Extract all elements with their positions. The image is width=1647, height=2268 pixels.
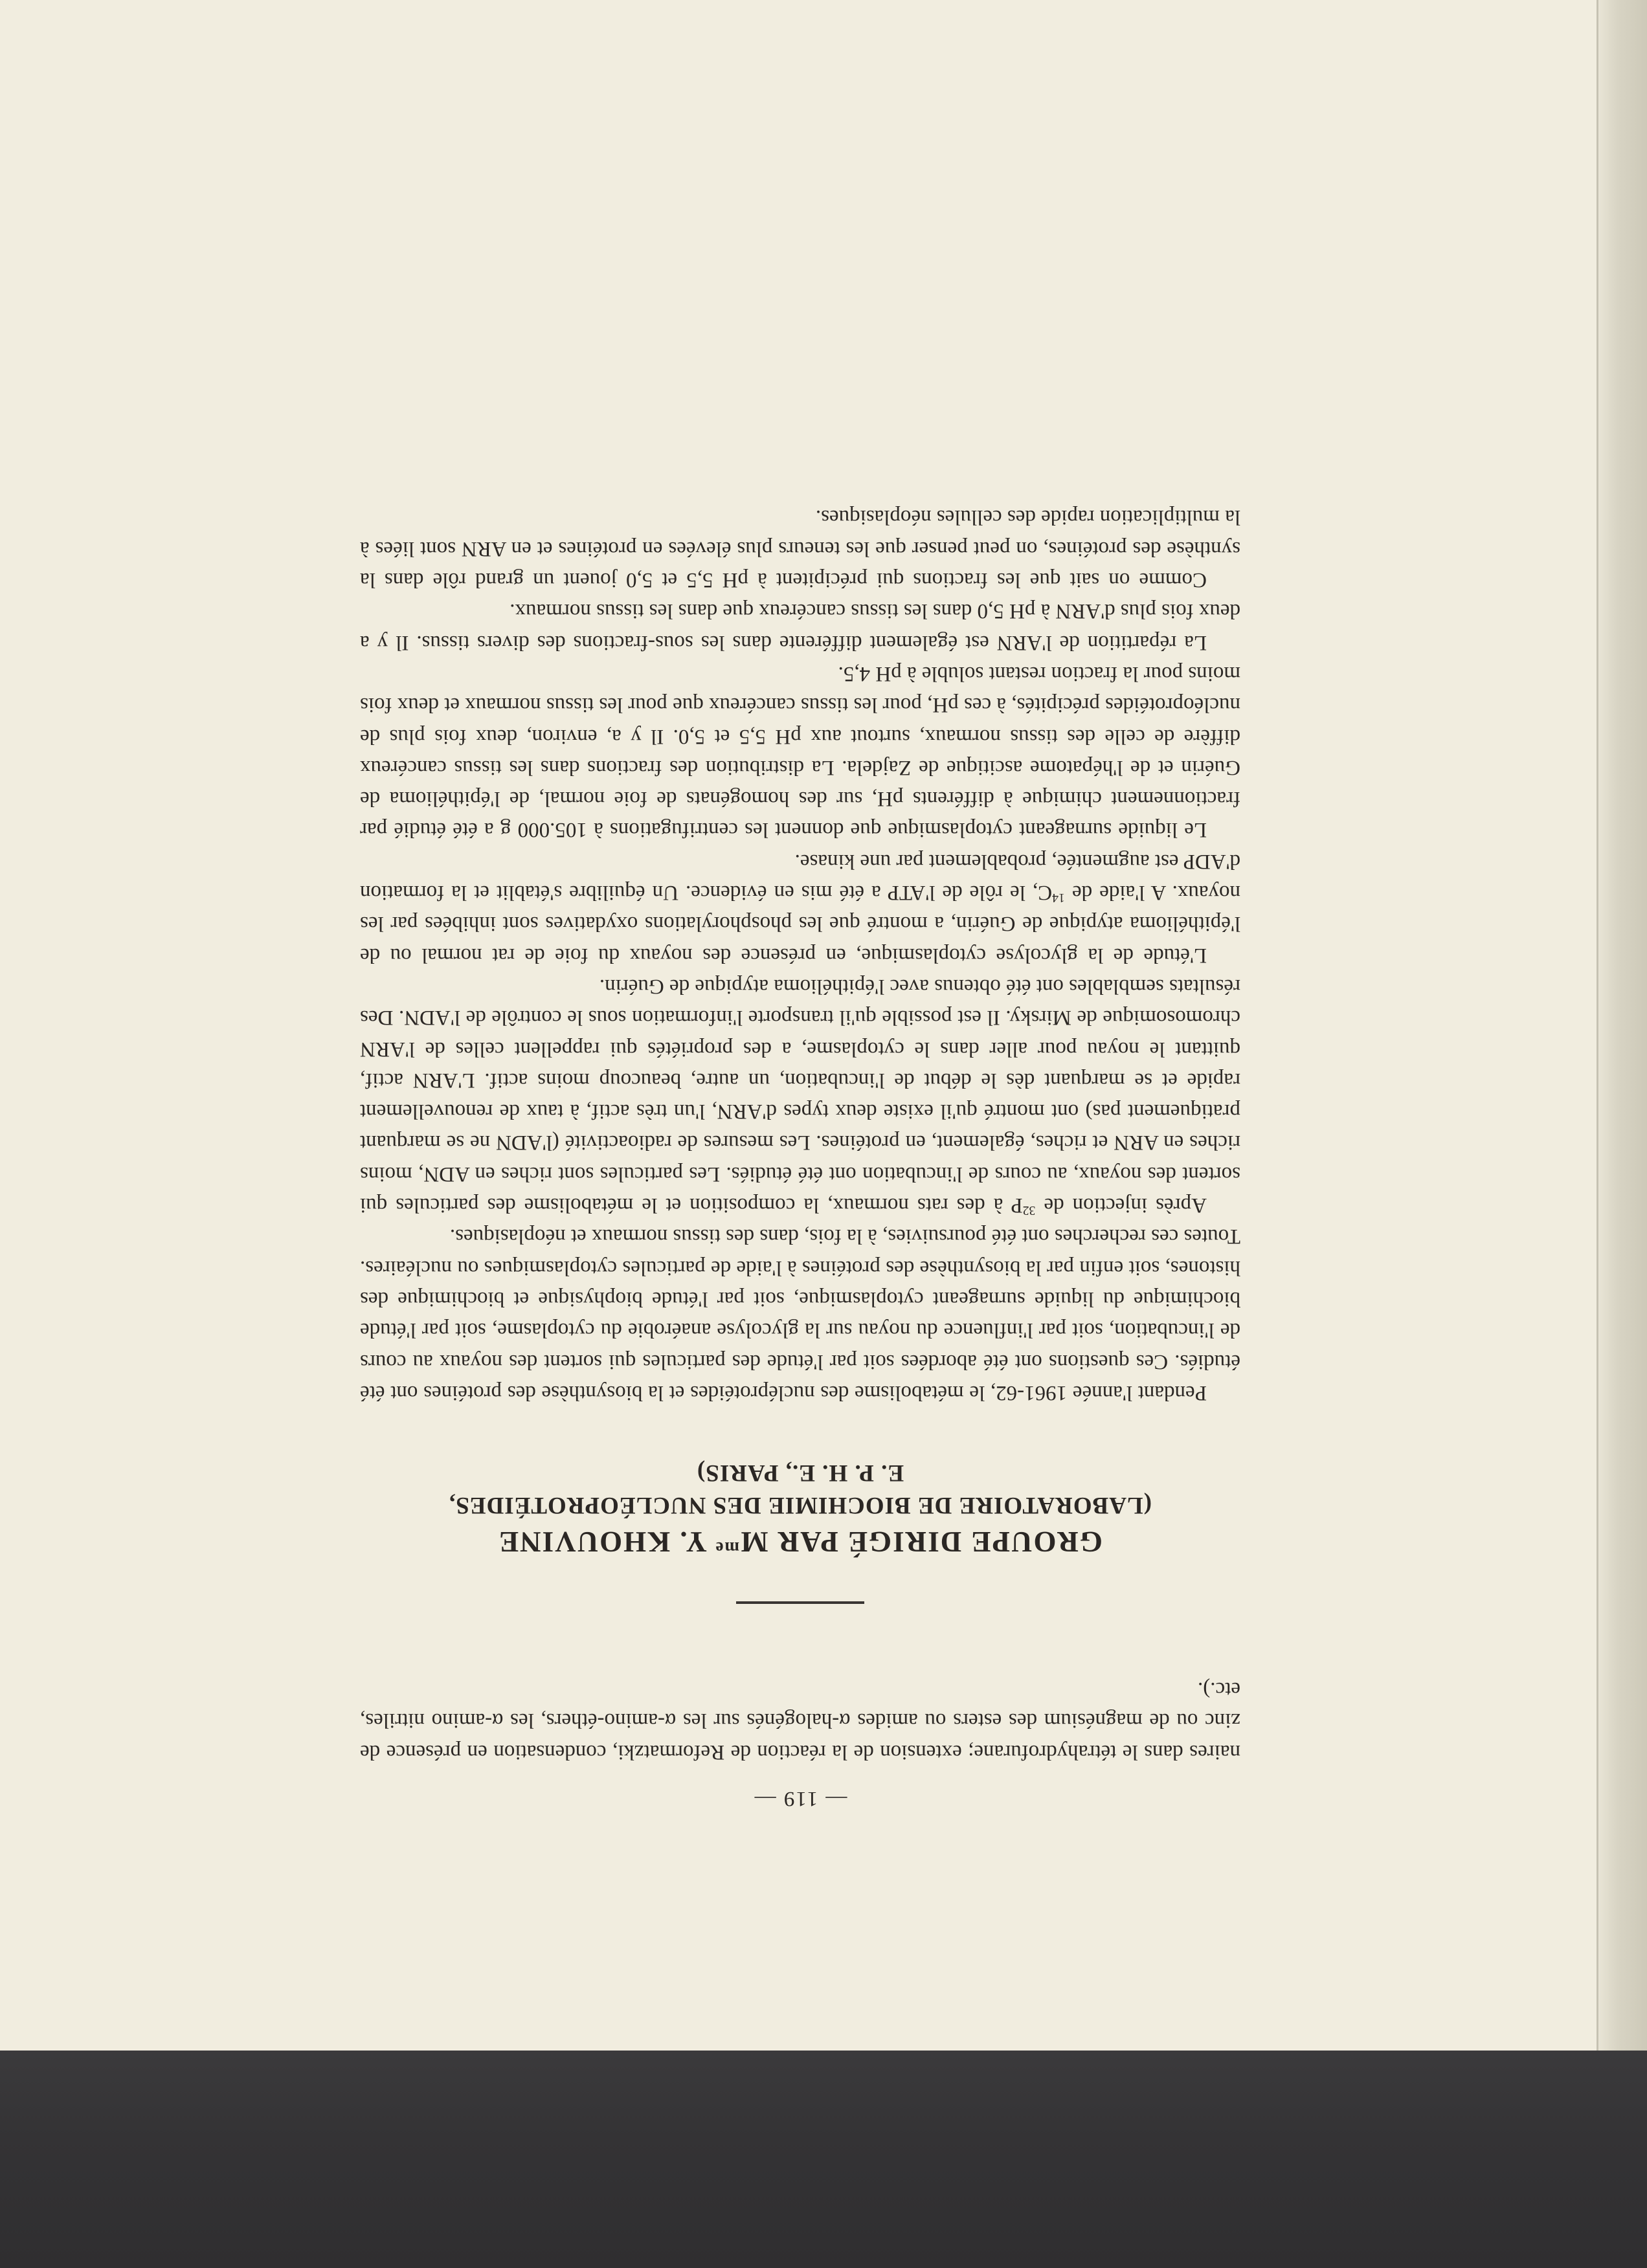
paragraph-6: Comme on sait que les fractions qui précipitent à pH 5,5 et 5,0 jouent un grand rôle dans la synthèse des protéines, on peut penser que les teneurs plus élevées en protéines et en ARN sont liées à la multiplication rapide des cellules néoplasiques. [360, 506, 1240, 592]
paragraph-5: La répartition de l'ARN est également différente dans les sous-fractions des divers tissus. Il y a deux fois plus d'ARN à pH 5,0 dans les tissus cancéreux que dans les tissus normaux. [360, 599, 1240, 654]
paragraph-3: L'étude de la glycolyse cytoplasmique, en présence des noyaux du foie de rat normal ou de l'épithélioma atypique de Guérin, a montré que les phosphorylations oxydatives sont inhibées par les noyaux. A l'aide de $^{14}$C, le rôle de l'ATP a été mis en évidence. Un équilibre s'établit et la formation d'ADP est augmentée, probablement par une kinase. [359, 849, 1240, 967]
section-heading [360, 1456, 1240, 1604]
heading-institution: E. P. H. E., PARIS) [696, 1459, 904, 1486]
scanner-background [0, 2051, 1647, 2268]
paragraph-2: Après injection de $^{32}$P à des rats normaux, la composition et le métabolisme des particules qui sortent des noyaux, au cours de l'incubation ont été étudiés. Les particules sont riches en ADN, moins riches en ARN et riches, également, en protéines. Les mesures de radioactivité (l'ADN ne se marquant pratiquement pas) ont montré qu'il existe deux types d'ARN, l'un très actif, à taux de renouvellement rapide et se marquant dès le début de l'incubation, un autre, beaucoup moins actif. L'ARN actif, quittant le noyau pour aller dans le cytoplasme, a des propriétés qui rappellent celles de l'ARN chromosomique de Mirsky. Il est possible qu'il transporte l'information sous le contrôle de l'ADN. Des résultats semblables ont été obtenus avec l'épithélioma atypique de Guérin. [360, 974, 1240, 1218]
section-divider [736, 1601, 864, 1604]
heading-laboratory: (LABORATOIRE DE BIOCHIMIE DES NUCLÉOPROTÉIDES, [449, 1491, 1152, 1518]
text-block [360, 502, 1240, 1814]
paragraph-continued: naires dans le tétrahydrofurane; extension de la réaction de Reformatzki, condensation en présence de zinc ou de magnésium des esters ou amides α-halogénés sur les α-amino-éthers, les α-amino nitriles, etc.). [360, 1678, 1240, 1764]
heading-title: GROUPE DIRIGÉ PAR $M^{me}$ Y. KHOUVINE [498, 1525, 1103, 1558]
paragraph-4: Le liquide surnageant cytoplasmique que donnent les centrifugations à 105.000 g a été étudié par fractionnement chimique à différents pH, sur des homogénats de foie normal, de l'épithélioma de Guérin et de l'hépatome ascitique de Zajdela. La distribution des fractions dans les tissus cancéreux diffère de celle des tissus normaux, surtout aux pH 5,5 et 5,0. Il y a, environ, deux fois plus de nucléoprotéides précipités, à ces pH, pour les tissus cancéreux que pour les tissus normaux et deux fois moins pour la fraction restant soluble à pH 4,5. [360, 662, 1240, 842]
page-number: — 119 — [753, 1787, 847, 1810]
paragraph-1: Pendant l'année 1961-62, le métabolisme des nucléprotéides et la biosynthèse des protéines ont été étudiés. Ces questions ont été abordées soit par l'étude des particules qui sortent des noyaux au cours de l'incubation, soit par l'influence du noyau sur la glycolyse anaérobie du cytoplasme, soit par l'étude biochimique du liquide surnageant cytoplasmique, soit par l'étude biophysique et biochimique des histones, soit enfin par la biosynthèse des protéines à l'aide de particules cytoplasmiques ou nucléaires. Toutes ces recherches ont été poursuivies, à la fois, dans des tissus normaux et néoplasiques. [360, 1225, 1240, 1405]
